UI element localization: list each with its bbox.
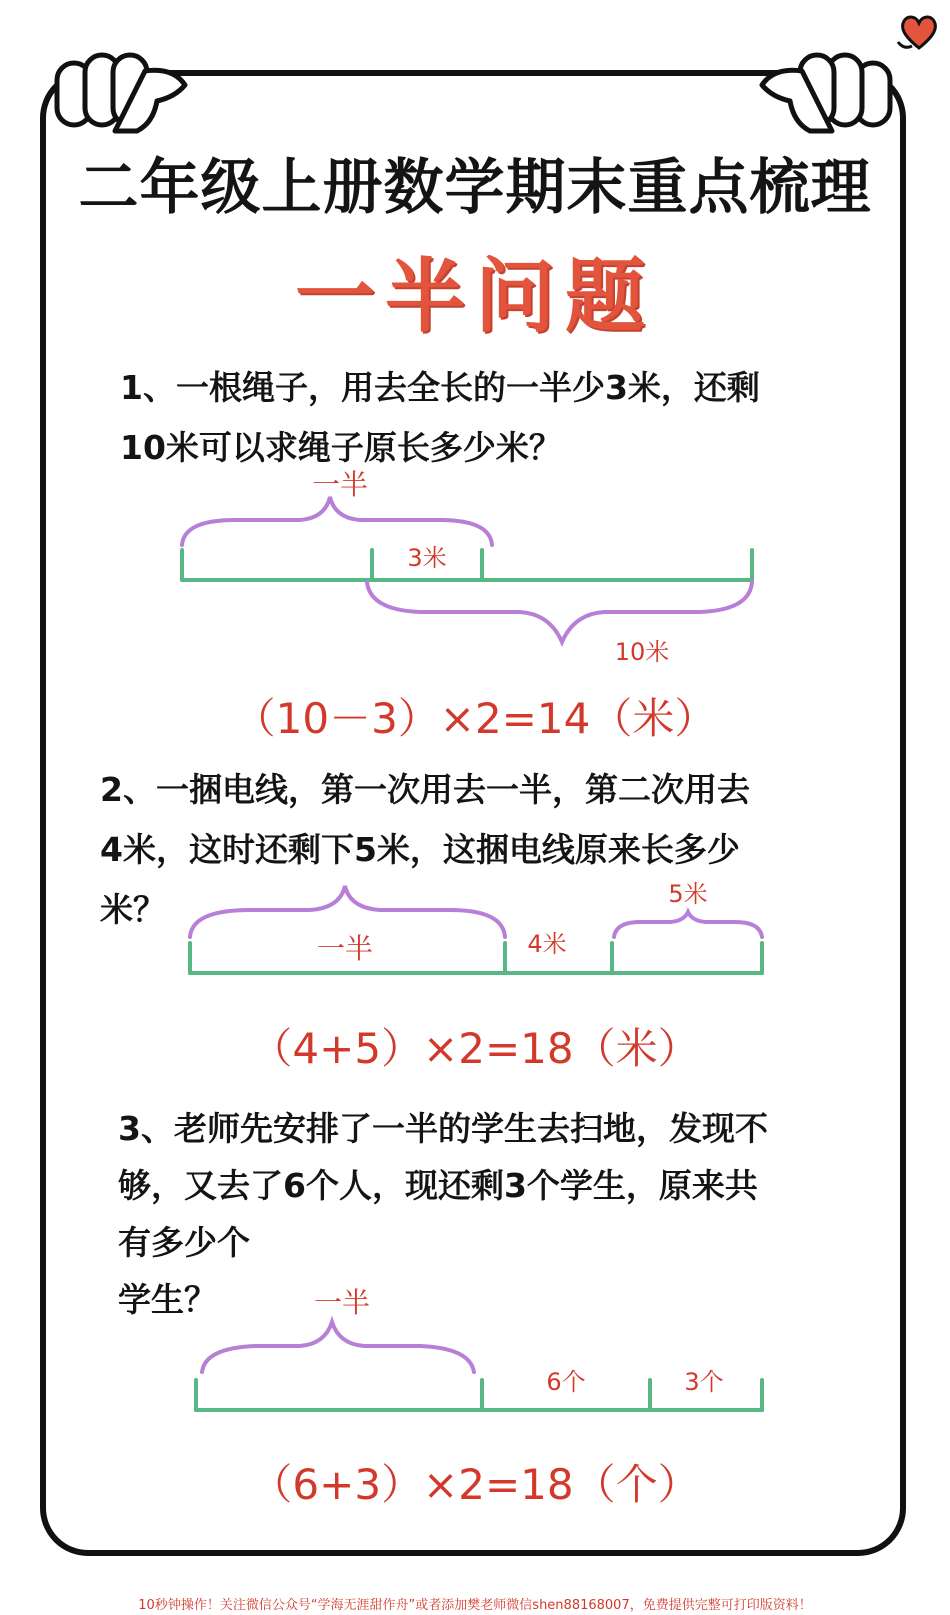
segment-a-label: 6个 <box>546 1368 586 1396</box>
problem-3-line-4: 学生？ <box>118 1280 217 1319</box>
segment-a-label: 3米 <box>407 544 447 572</box>
problem-2-line-3: 米？ <box>100 890 166 929</box>
left-hand-icon <box>45 45 195 155</box>
remaining-brace <box>367 582 752 642</box>
problem-2-answer: （4+5）×2=18（米） <box>250 1024 700 1073</box>
problem-3-line-1: 3、老师先安排了一半的学生去扫地，发现不 <box>118 1109 768 1148</box>
problem-2-line-1: 2、一捆电线，第一次用去一半，第二次用去 <box>100 770 750 809</box>
half-label: 一半 <box>316 932 374 965</box>
half-label: 一半 <box>313 1286 371 1319</box>
remaining-brace <box>614 912 762 937</box>
half-label: 一半 <box>311 468 369 501</box>
problem-1-line-2: 10米可以求绳子原长多少米？ <box>120 428 562 467</box>
half-brace <box>202 1322 474 1372</box>
heart-icon <box>896 12 942 52</box>
problem-3-line-3: 有多少个 <box>118 1223 250 1262</box>
footer-note: 10秒钟操作！关注微信公众号“学海无涯甜作舟”或者添加樊老师微信shen88168007，免费提供完整可打印版资料！ <box>138 1598 812 1613</box>
problem-1-answer: （10－3）×2=14（米） <box>233 694 717 743</box>
problem-2-line-2: 4米，这时还剩下5米，这捆电线原来长多少 <box>100 830 740 869</box>
page-title: 二年级上册数学期末重点梳理 <box>78 153 872 223</box>
problem-3-line-2: 够，又去了6个人，现还剩3个学生，原来共 <box>118 1166 758 1205</box>
page-subtitle: 一半问题 <box>295 250 655 343</box>
problem-3-answer: （6+3）×2=18（个） <box>250 1460 700 1509</box>
segment-b-label: 5米 <box>668 880 708 908</box>
segment-b-label: 3个 <box>684 1368 724 1396</box>
problem-1-line-1: 1、一根绳子，用去全长的一半少3米，还剩 <box>120 368 760 407</box>
segment-a-label: 4米 <box>527 930 567 958</box>
half-brace <box>182 497 492 545</box>
problem-1-diagram <box>0 460 950 666</box>
problem-3-diagram <box>0 1280 950 1420</box>
segment-b-label: 10米 <box>614 638 670 666</box>
problem-2-diagram <box>0 860 950 980</box>
right-hand-icon <box>752 45 902 155</box>
half-brace <box>190 886 505 937</box>
